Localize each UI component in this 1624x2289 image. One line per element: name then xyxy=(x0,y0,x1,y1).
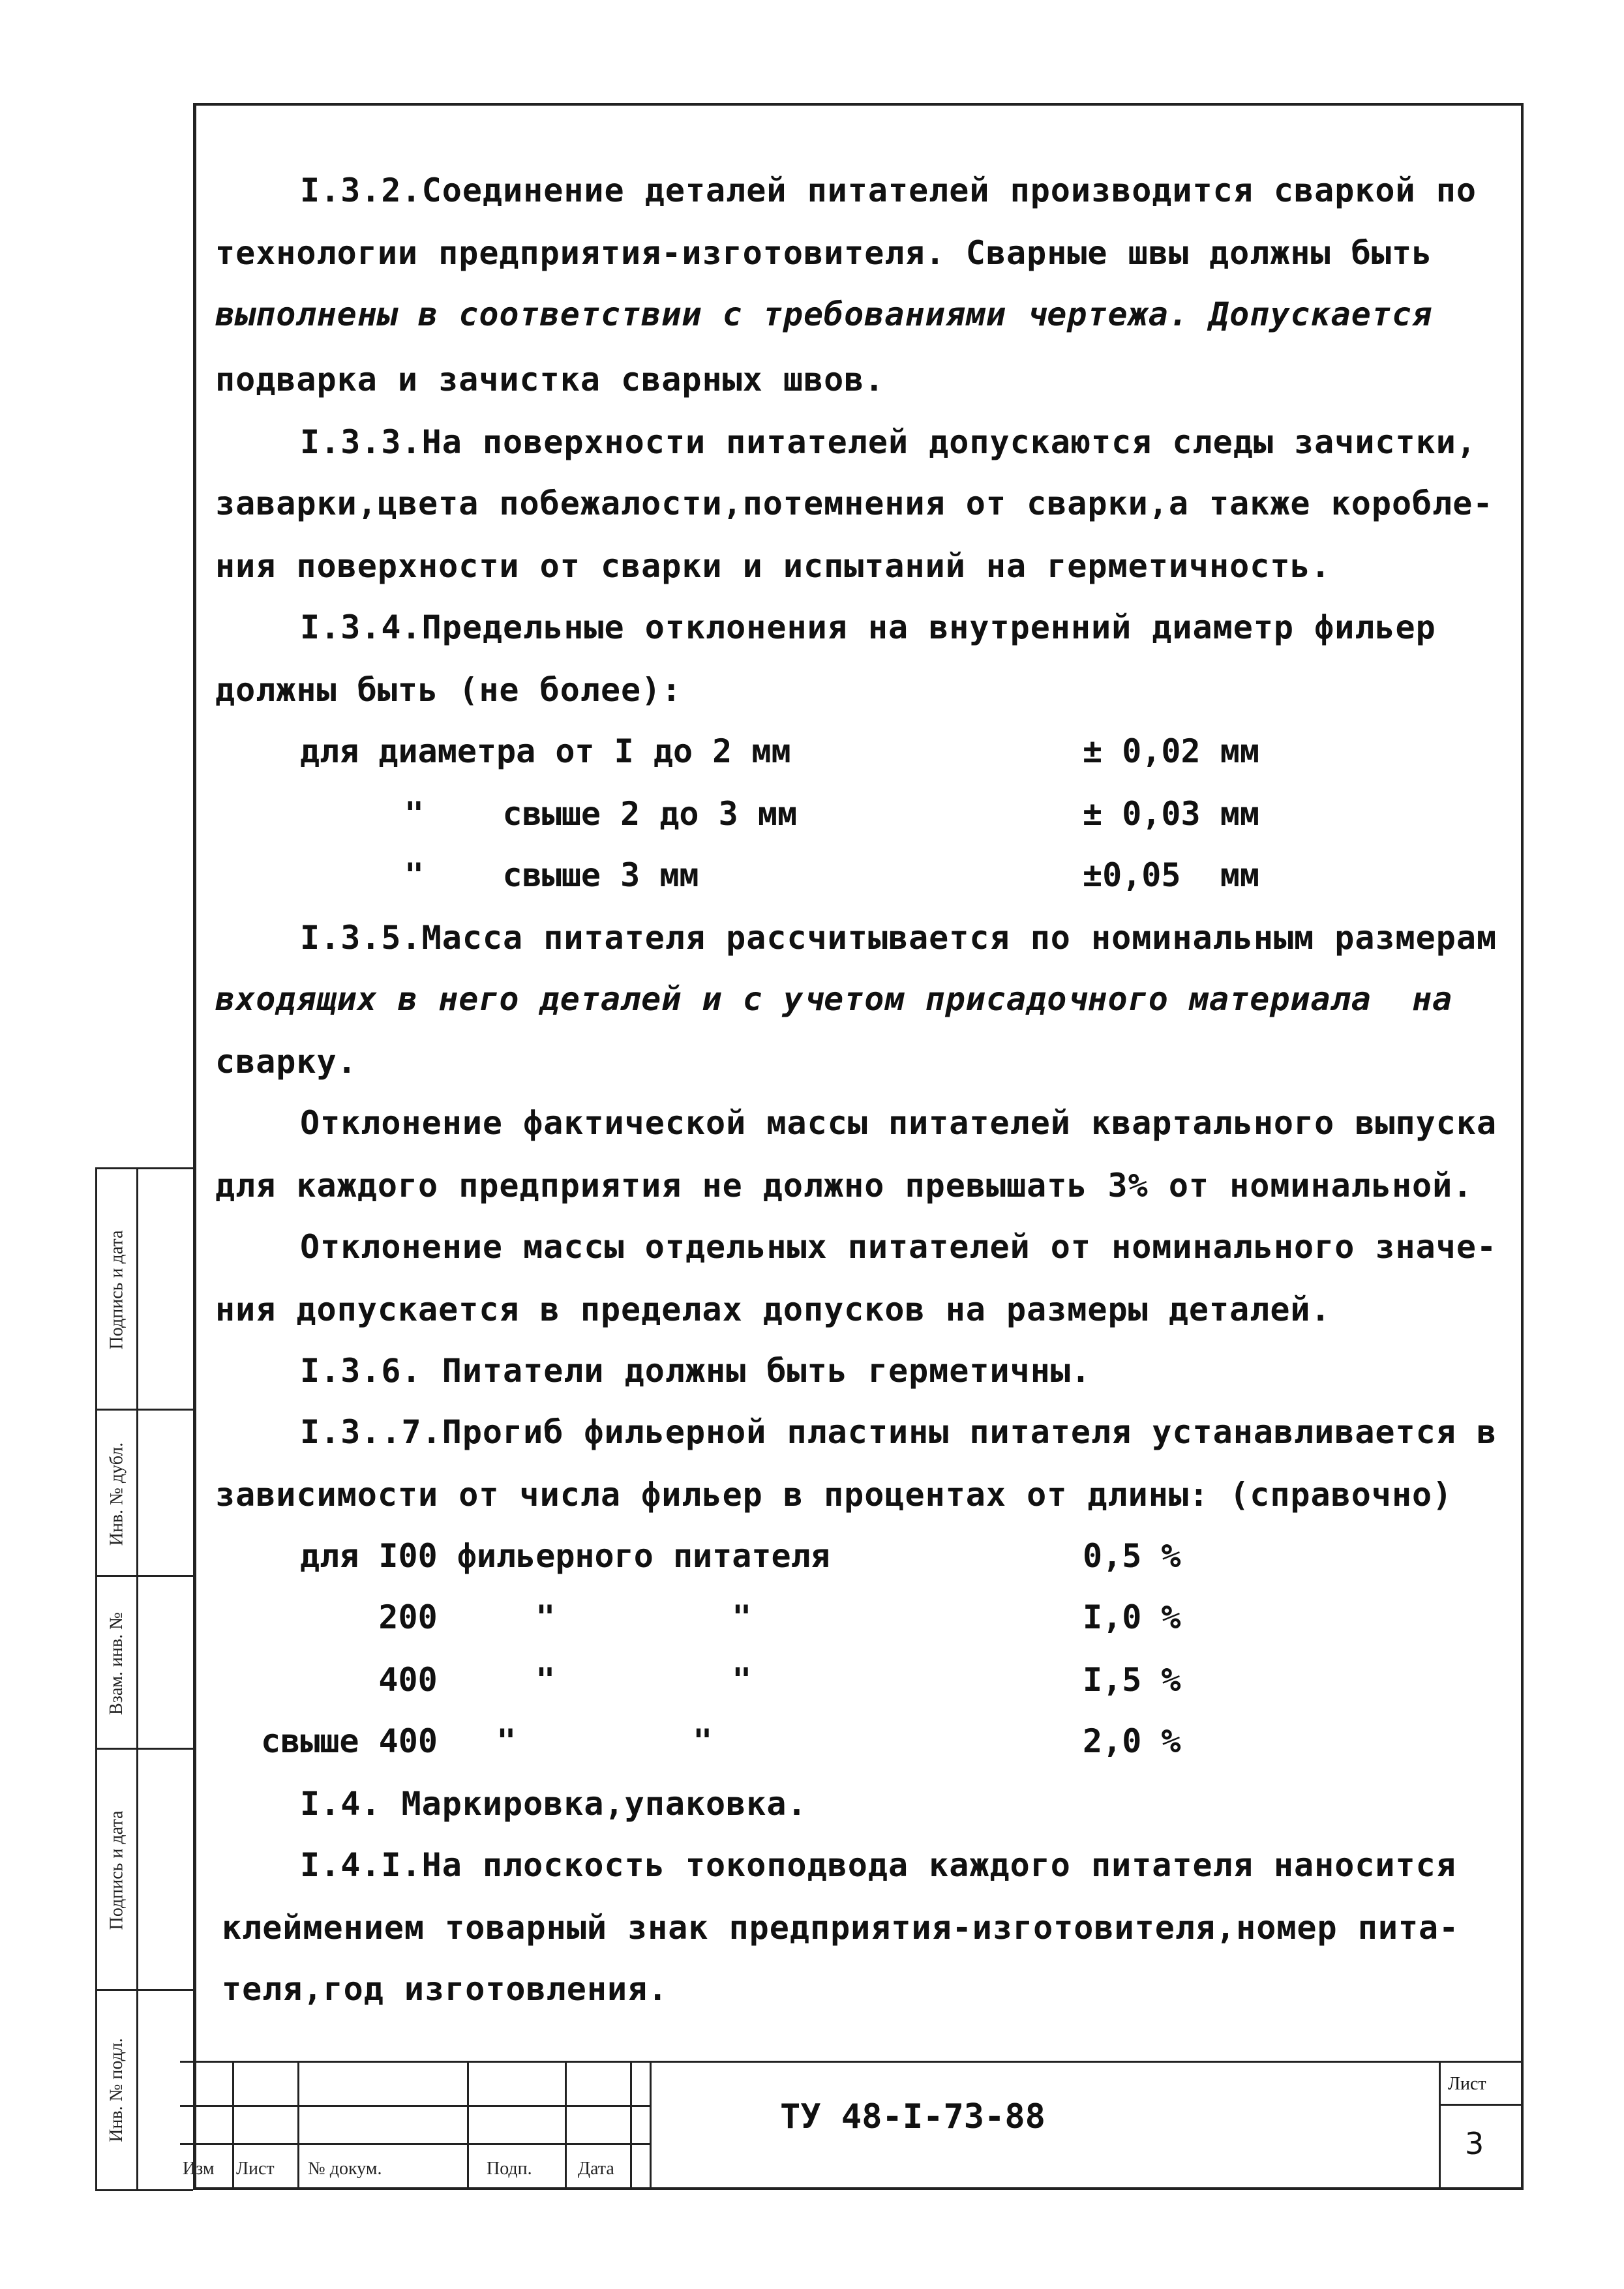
text-line: выполнены в соответствии с требованиями чертежа. Допускается xyxy=(215,295,1433,333)
tolerance-value: ± 0,03 мм xyxy=(1083,795,1259,833)
strip-label: Подпись и дата xyxy=(106,1230,127,1350)
stamp-strip xyxy=(95,1167,193,2191)
text-line: заварки,цвета побежалости,потемнения от сварки,а также коробле- xyxy=(215,485,1494,522)
text-line: Отклонение массы отдельных питателей от номинального значе- xyxy=(300,1228,1497,1266)
tolerance-label: " свыше 3 мм xyxy=(404,856,699,894)
strip-row xyxy=(97,1750,195,1991)
text-line: теля,год изготовления. xyxy=(222,1970,669,2008)
deflection-value: 2,0 % xyxy=(1083,1722,1181,1760)
text-line: I.3..7.Прогиб фильерной пластины питателя устанавливается в xyxy=(300,1413,1497,1451)
text-line: сварку. xyxy=(215,1043,357,1081)
deflection-label: 200 " " xyxy=(300,1598,752,1636)
deflection-value: I,0 % xyxy=(1083,1598,1181,1636)
col-label-doc: № докум. xyxy=(308,2159,382,2179)
text-line: для каждого предприятия не должно превышать 3% от номинальной. xyxy=(215,1167,1473,1204)
text-line: клеймением товарный знак предприятия-изготовителя,номер пита- xyxy=(222,1909,1460,1947)
sheet-number: 3 xyxy=(1465,2126,1484,2161)
col-label-podp: Подп. xyxy=(487,2159,532,2179)
deflection-label: 400 " " xyxy=(300,1661,752,1699)
deflection-value: I,5 % xyxy=(1083,1661,1181,1699)
text-line: зависимости от числа фильер в процентах от длины: (справочно) xyxy=(215,1476,1453,1514)
strip-label: Подпись и дата xyxy=(106,1810,127,1930)
text-line: должны быть (не более): xyxy=(215,671,682,709)
text-line: I.3.3.На поверхности питателей допускаются следы зачистки, xyxy=(300,423,1477,461)
text-line: I.4. Маркировка,упаковка. xyxy=(300,1785,807,1823)
col-label-data: Дата xyxy=(578,2159,614,2179)
text-line: I.3.2.Соединение деталей питателей производится сваркой по xyxy=(300,172,1477,209)
deflection-value: 0,5 % xyxy=(1083,1537,1181,1575)
strip-label: Инв. № дубл. xyxy=(106,1442,127,1546)
strip-label: Взам. инв. № xyxy=(106,1611,127,1715)
text-line: технологии предприятия-изготовителя. Сварные швы должны быть xyxy=(215,234,1433,272)
text-line: I.3.5.Масса питателя рассчитывается по номинальным размерам xyxy=(300,919,1497,957)
text-line: I.4.I.На плоскость токоподвода каждого питателя наносится xyxy=(300,1846,1456,1884)
document-code: ТУ 48-I-73-88 xyxy=(780,2097,1045,2136)
tolerance-label: " свыше 2 до 3 мм xyxy=(404,795,798,833)
deflection-label: свыше 400 " " xyxy=(261,1722,713,1760)
text-line: Отклонение фактической массы питателей квартального выпуска xyxy=(300,1104,1497,1142)
text-line: ния поверхности от сварки и испытаний на герметичность. xyxy=(215,547,1331,585)
tolerance-value: ±0,05 мм xyxy=(1083,856,1259,894)
text-line: подварка и зачистка сварных швов. xyxy=(215,361,885,398)
title-block xyxy=(180,2061,1524,2189)
strip-label: Инв. № подл. xyxy=(106,2038,127,2142)
col-label-list: Лист xyxy=(236,2159,275,2179)
strip-row xyxy=(97,1411,195,1577)
text-line: I.3.6. Питатели должны быть герметичны. xyxy=(300,1352,1091,1390)
text-line: входящих в него деталей и с учетом присадочного материала на xyxy=(215,980,1453,1018)
strip-row xyxy=(97,1577,195,1750)
deflection-label: для I00 фильерного питателя xyxy=(300,1537,830,1575)
text-line: ния допускается в пределах допусков на размеры деталей. xyxy=(215,1291,1331,1328)
sheet-label: Лист xyxy=(1448,2074,1486,2094)
col-label-izm: Изм xyxy=(183,2159,215,2179)
tolerance-label: для диаметра от I до 2 мм xyxy=(300,732,791,770)
strip-row xyxy=(97,1169,195,1411)
text-line: I.3.4.Предельные отклонения на внутренний диаметр фильер xyxy=(300,608,1436,646)
tolerance-value: ± 0,02 мм xyxy=(1083,732,1259,770)
